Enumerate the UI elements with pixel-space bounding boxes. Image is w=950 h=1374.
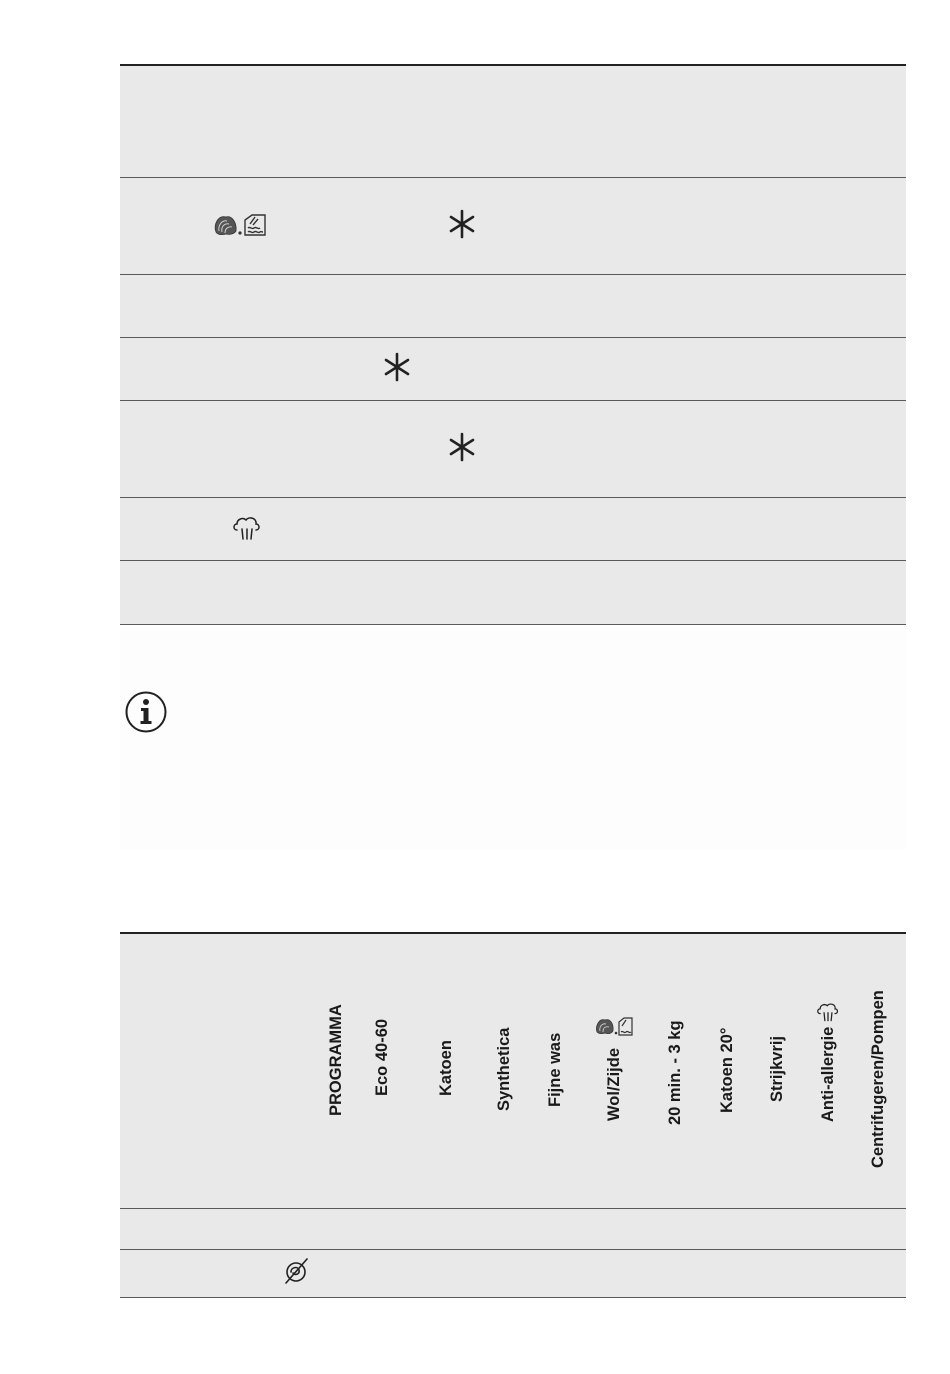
row-divider <box>120 177 906 178</box>
column-header-katoen: Katoen <box>437 1040 455 1096</box>
wool-silk-icon <box>212 211 268 239</box>
column-header-eco-40-60: Eco 40-60 <box>373 1018 391 1096</box>
wool-silk-icon <box>595 1015 633 1037</box>
options-table <box>120 64 906 625</box>
row-divider <box>120 400 906 401</box>
asterisk-icon <box>447 209 477 239</box>
column-header-fijne-was: Fijne was <box>546 1032 564 1107</box>
steam-icon <box>816 1001 840 1023</box>
row-divider <box>120 560 906 561</box>
asterisk-icon <box>382 352 412 382</box>
program-header <box>120 932 906 1208</box>
row-divider <box>120 1208 906 1209</box>
steam-icon <box>232 514 262 542</box>
no-spin-icon <box>282 1256 310 1286</box>
column-header-katoen-20: Katoen 20° <box>718 1027 736 1113</box>
table-bottom-border <box>120 1297 906 1298</box>
row-divider <box>120 337 906 338</box>
asterisk-icon <box>447 432 477 462</box>
column-header-synthetica: Synthetica <box>495 1027 513 1111</box>
program-table <box>120 932 906 1298</box>
info-note <box>120 625 906 849</box>
column-header-centrifugeren-pompen: Centrifugeren/Pompen <box>869 990 887 1168</box>
table-top-border <box>120 64 906 66</box>
column-header-label: Wol/Zijde <box>605 1047 623 1121</box>
column-header-20-min-3-kg: 20 min. - 3 kg <box>666 1020 684 1125</box>
info-icon <box>124 690 168 734</box>
column-header-wol-zijde <box>603 1007 625 1121</box>
column-header-programma: PROGRAMMA <box>327 1004 345 1116</box>
row-divider <box>120 497 906 498</box>
row-divider <box>120 1249 906 1250</box>
column-header-label: Anti-allergie <box>819 1026 837 1122</box>
column-header-anti-allergie <box>817 1000 839 1122</box>
column-header-strijkvrij: Strijkvrij <box>768 1035 786 1102</box>
row-divider <box>120 274 906 275</box>
